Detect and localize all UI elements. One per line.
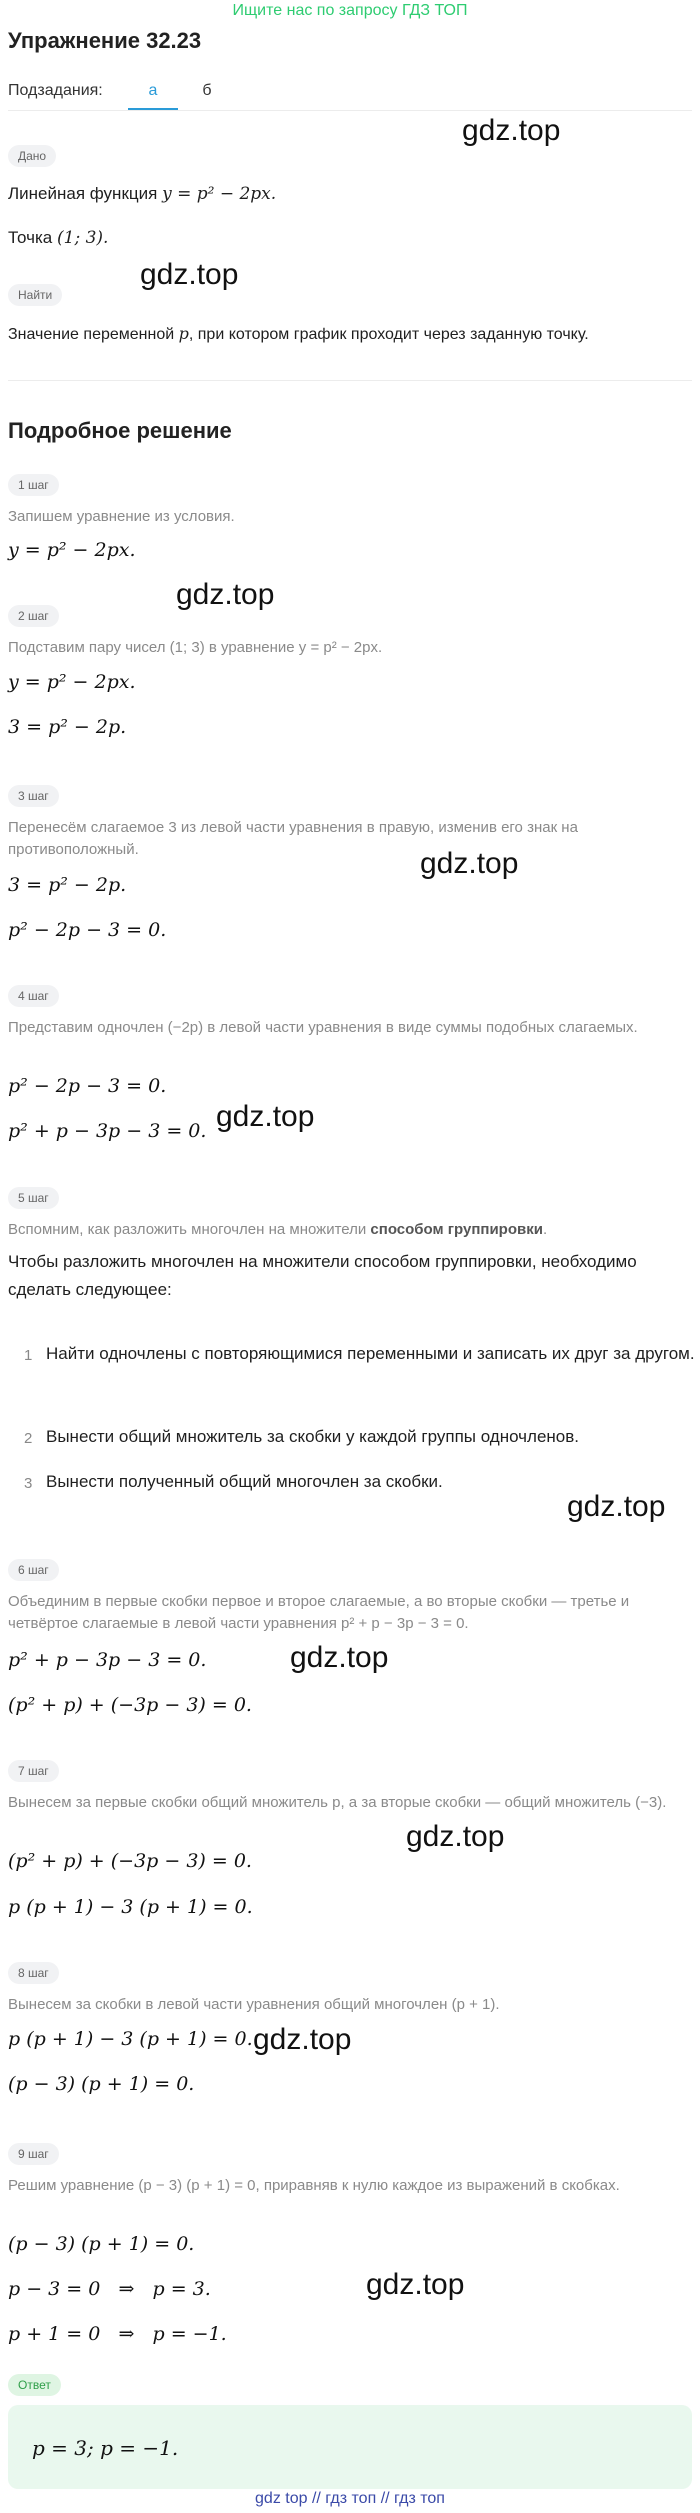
step-5-list-item-1: Найти одночлены с повторяющимися переменными и записать их друг за другом.	[46, 1344, 695, 1363]
step-4-note: Представим одночлен (−2p) в левой части уравнения в виде суммы подобных слагаемых.	[8, 1019, 638, 1036]
step-5-intro: Чтобы разложить многочлен на множители способом группировки, необходимо сделать следующее:	[8, 1252, 637, 1299]
step-6-formula-1: p² + p − 3p − 3 = 0.	[8, 1649, 207, 1671]
bottom-banner[interactable]: gdz top // гдз топ // гдз топ	[255, 2490, 445, 2507]
step-5-note-before: Вспомним, как разложить многочлен на множители	[8, 1221, 367, 1238]
step-1-badge: 1 шаг	[8, 474, 59, 496]
list-number-1: 1	[24, 1347, 33, 1364]
step-4-formula-2: p² + p − 3p − 3 = 0.	[8, 1120, 207, 1142]
find-badge: Найти	[8, 284, 62, 306]
given-line-2	[8, 226, 108, 250]
watermark: gdz.top	[406, 1820, 505, 1853]
find-text-after: , при котором график проходит через заданную точку.	[188, 326, 589, 343]
tabs-divider	[8, 110, 692, 111]
step-3-formula-1: 3 = p² − 2p.	[8, 874, 127, 896]
page-title: Упражнение 32.23	[8, 28, 202, 53]
step-2-note: Подставим пару чисел (1; 3) в уравнение y = p² − 2px.	[8, 639, 383, 656]
step-7-formula-2: p (p + 1) − 3 (p + 1) = 0.	[8, 1896, 253, 1918]
watermark: gdz.top	[420, 847, 519, 880]
given-line-1-formula: y = p² − 2px.	[162, 184, 277, 204]
step-2-formula-2: 3 = p² − 2p.	[8, 716, 127, 738]
find-text-before: Значение переменной	[8, 326, 175, 343]
find-text	[8, 322, 589, 347]
step-3-formula-2: p² − 2p − 3 = 0.	[8, 919, 167, 941]
watermark: gdz.top	[176, 578, 275, 611]
step-6-note: Объединим в первые скобки первое и второе слагаемые, а во вторые скобки — третье и четвёртое слагаемые в левой части уравнения p² + p − 3p − 3 = 0.	[8, 1593, 630, 1632]
answer-value: p = 3; p = −1.	[32, 2436, 179, 2460]
step-3-badge: 3 шаг	[8, 785, 59, 807]
step-1-note: Запишем уравнение из условия.	[8, 508, 235, 525]
step-5-note	[8, 1219, 688, 1241]
step-8-formula-1: p (p + 1) − 3 (p + 1) = 0.	[8, 2028, 253, 2050]
watermark: gdz.top	[366, 2268, 465, 2301]
subtasks-label: Подзадания:	[8, 82, 103, 99]
step-4-formula-1: p² − 2p − 3 = 0.	[8, 1075, 167, 1097]
given-line-2-formula: (1; 3).	[57, 228, 109, 248]
step-8-badge: 8 шаг	[8, 1962, 59, 1984]
solution-title: Подробное решение	[8, 418, 232, 443]
watermark: gdz.top	[567, 1490, 666, 1523]
tab-b[interactable]: б	[202, 82, 212, 99]
step-1-formula-1: y = p² − 2px.	[8, 539, 136, 561]
step-2-formula-1: y = p² − 2px.	[8, 671, 136, 693]
step-9-formula-2: p − 3 = 0 ⇒ p = 3.	[8, 2278, 211, 2300]
given-badge: Дано	[8, 145, 56, 167]
watermark: gdz.top	[216, 1100, 315, 1133]
step-5-note-after: .	[542, 1221, 548, 1238]
step-5-badge: 5 шаг	[8, 1187, 59, 1209]
step-9-formula-3: p + 1 = 0 ⇒ p = −1.	[8, 2323, 227, 2345]
step-6-badge: 6 шаг	[8, 1559, 59, 1581]
section-divider	[8, 380, 692, 381]
step-5-note-bold: способом группировки	[370, 1221, 543, 1238]
list-number-2: 2	[24, 1430, 33, 1447]
step-9-note: Решим уравнение (p − 3) (p + 1) = 0, приравняв к нулю каждое из выражений в скобках.	[8, 2177, 620, 2194]
given-line-2-text: Точка	[8, 228, 53, 247]
step-2-badge: 2 шаг	[8, 605, 59, 627]
list-number-3: 3	[24, 1475, 33, 1492]
step-5-list-item-2: Вынести общий множитель за скобки у каждой группы одночленов.	[46, 1427, 580, 1446]
step-7-note: Вынесем за первые скобки общий множитель p, а за вторые скобки — общий множитель (−3).	[8, 1794, 667, 1811]
watermark: gdz.top	[290, 1641, 389, 1674]
step-4-badge: 4 шаг	[8, 985, 59, 1007]
watermark: gdz.top	[140, 258, 239, 291]
step-7-formula-1: (p² + p) + (−3p − 3) = 0.	[8, 1850, 252, 1872]
given-line-1-text: Линейная функция	[8, 184, 158, 203]
given-line-1	[8, 182, 276, 206]
top-banner[interactable]: Ищите нас по запросу ГДЗ ТОП	[232, 2, 468, 19]
answer-badge: Ответ	[8, 2374, 61, 2396]
step-5-list-item-3: Вынести полученный общий многочлен за скобки.	[46, 1472, 443, 1491]
step-8-note: Вынесем за скобки в левой части уравнения общий многочлен (p + 1).	[8, 1996, 500, 2013]
step-9-formula-1: (p − 3) (p + 1) = 0.	[8, 2233, 195, 2255]
watermark: gdz.top	[462, 114, 561, 147]
step-9-badge: 9 шаг	[8, 2143, 59, 2165]
tab-a[interactable]: а	[148, 82, 158, 99]
step-6-formula-2: (p² + p) + (−3p − 3) = 0.	[8, 1694, 252, 1716]
step-8-formula-2: (p − 3) (p + 1) = 0.	[8, 2073, 195, 2095]
find-var: p	[178, 324, 189, 343]
watermark: gdz.top	[253, 2023, 352, 2056]
step-7-badge: 7 шаг	[8, 1760, 59, 1782]
step-3-note: Перенесём слагаемое 3 из левой части уравнения в правую, изменив его знак на противоположный.	[8, 819, 578, 858]
